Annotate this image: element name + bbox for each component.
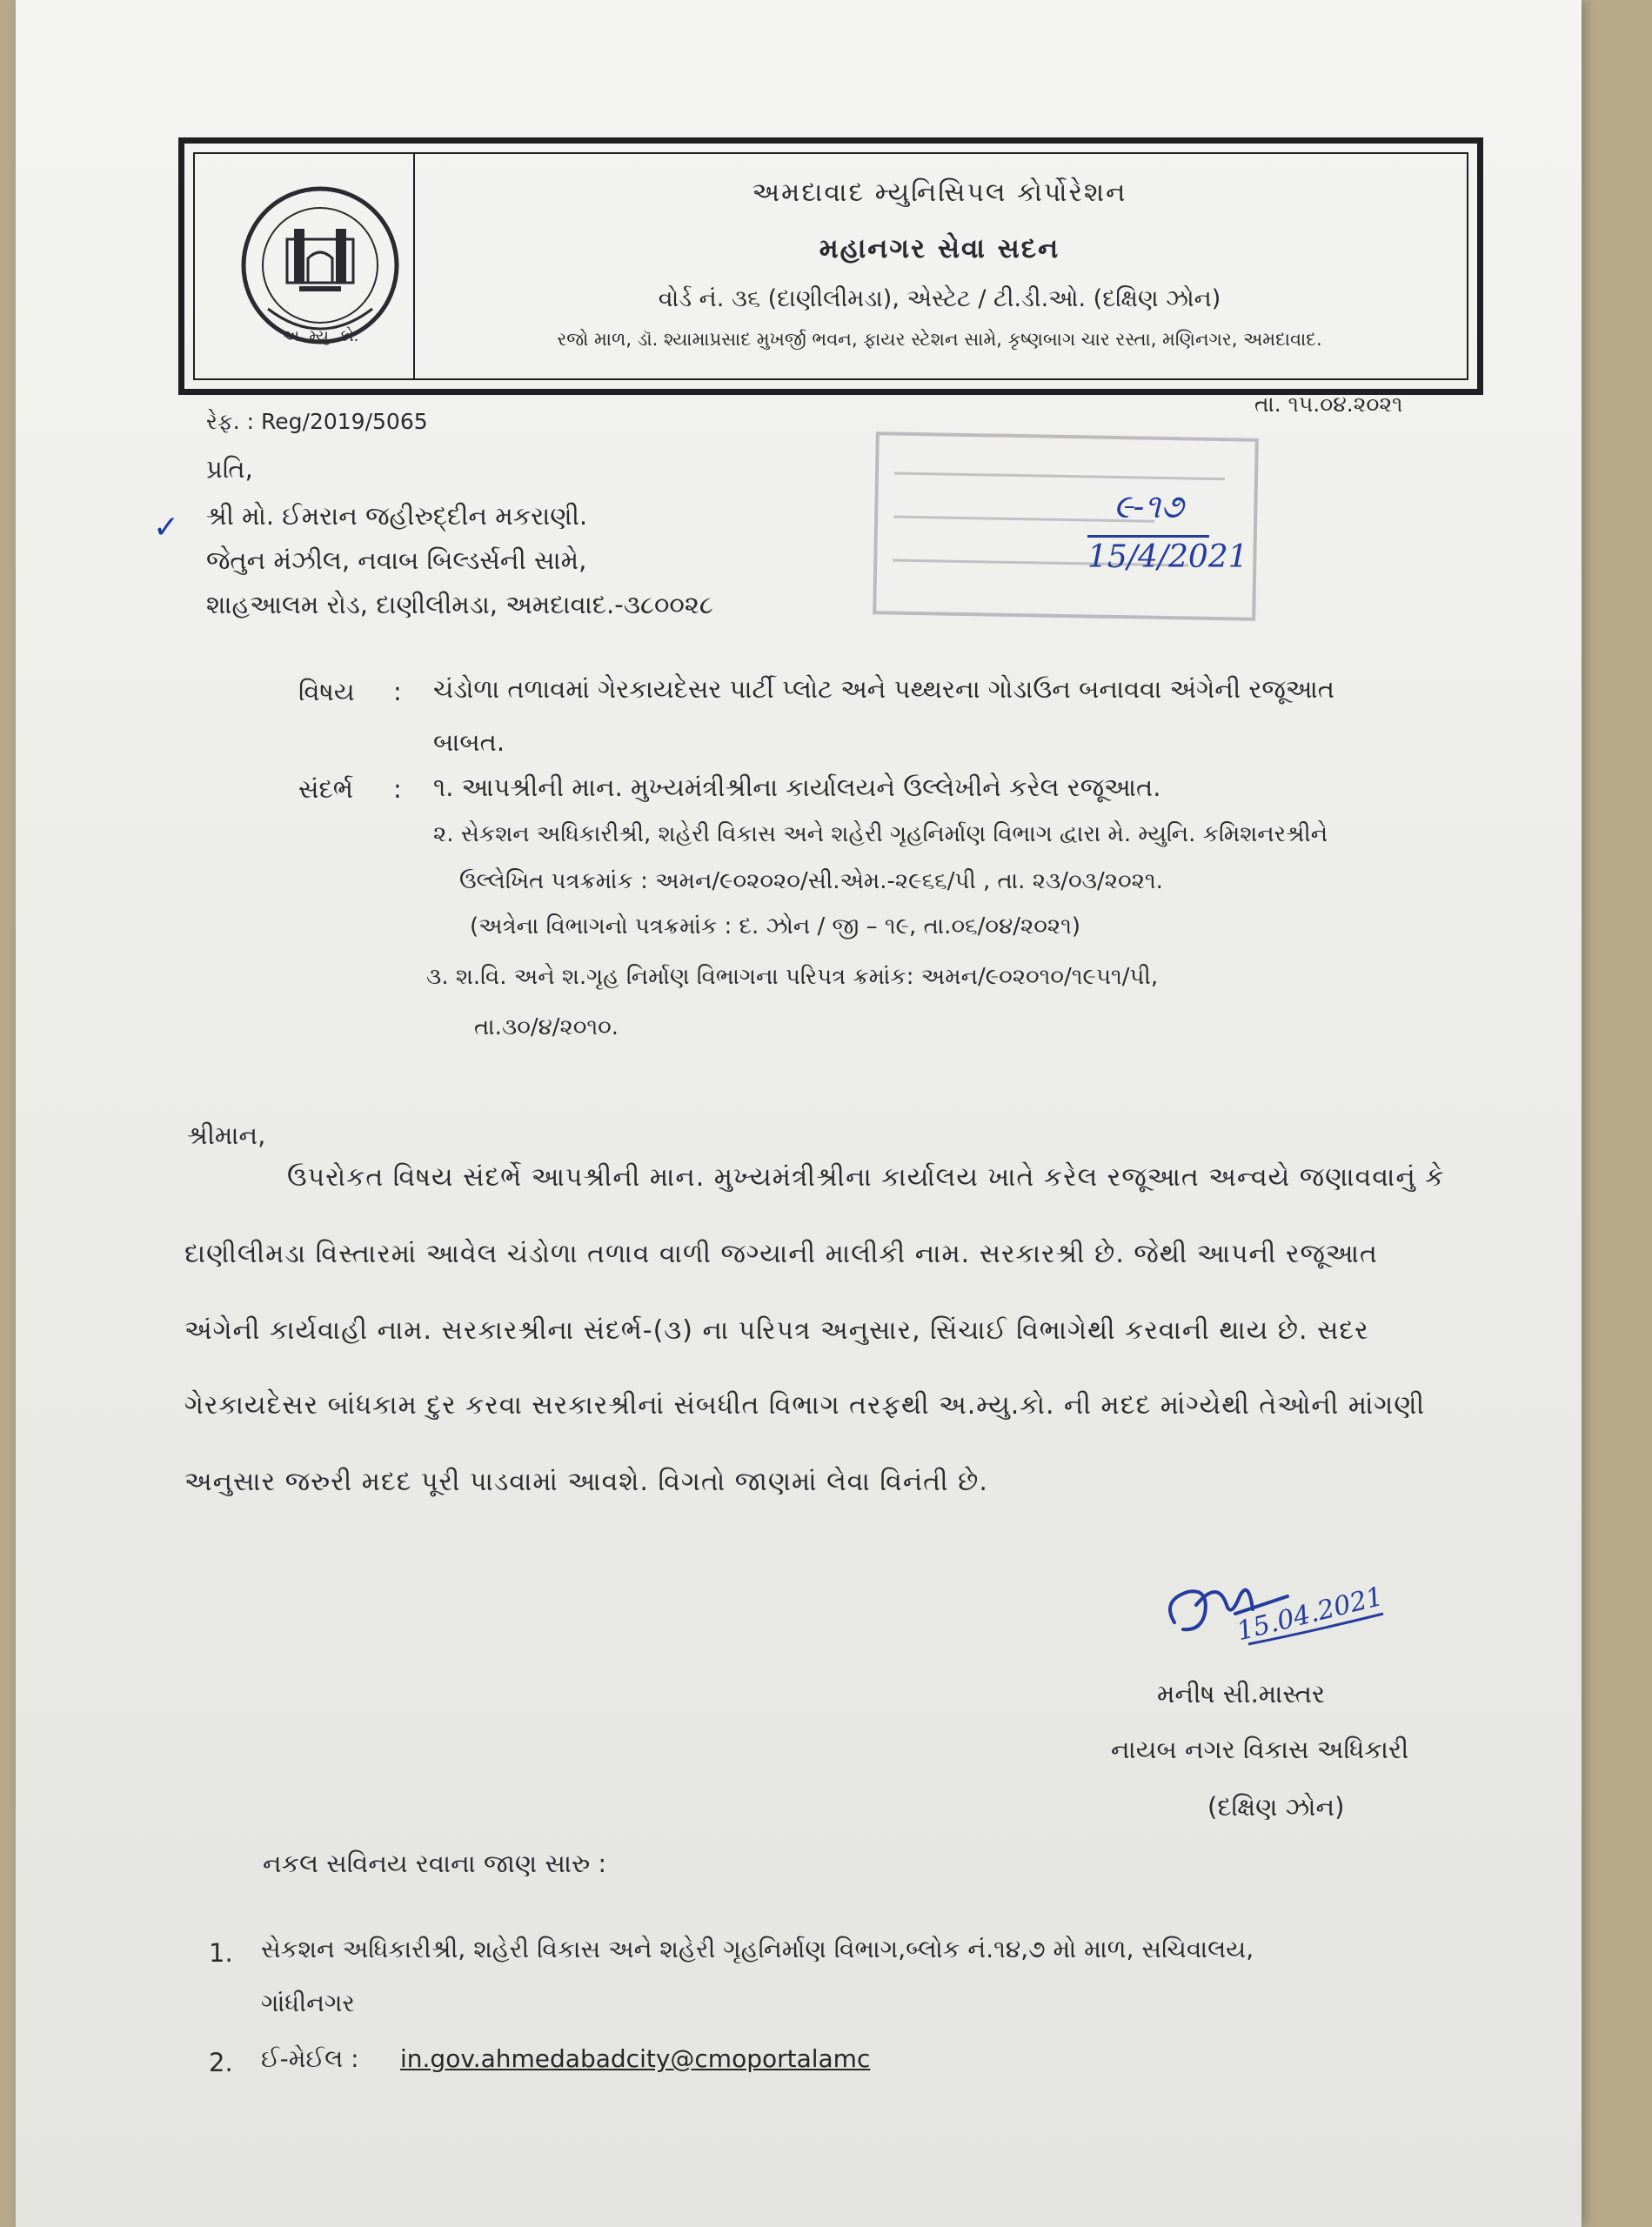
- reference-item-2-line1: ૨. સેકશન અધિકારીશ્રી, શહેરી વિકાસ અને શહેરી ગૃહનિર્માણ વિભાગ દ્વારા મે. મ્યુનિ. કમિશનરશ્રીને: [433, 821, 1328, 847]
- body-line-1: ઉપરોકત વિષય સંદર્ભે આપશ્રીની માન. મુખ્યમંત્રીશ્રીના કાર્યાલય ખાતે કરેલ રજૂઆત અન્વયે જણાવવાનું કે: [287, 1162, 1445, 1193]
- seal-caption: અ. મ્યુ. કો.: [283, 327, 359, 345]
- reference-item-3-line1: ૩. શ.વિ. અને શ.ગૃહ નિર્માણ વિભાગના પરિપત્ર ક્રમાંક: અમન/૯૦૨૦૧૦/૧૯૫૧/પી,: [426, 964, 1159, 990]
- inward-number: ૯-૧૭: [1114, 487, 1184, 525]
- inward-stamp: [873, 431, 1259, 621]
- reference-label: સંદર્ભ: [298, 774, 353, 804]
- recipient-name: શ્રી મો. ઈમરાન જહીરુદ્દીન મકરાણી.: [206, 501, 588, 531]
- email-link[interactable]: in.gov.ahmedabadcity@cmoportalamc: [400, 2044, 871, 2073]
- reference-item-3-line2: તા.૩૦/૪/૨૦૧૦.: [474, 1014, 619, 1040]
- reference-item-2-line3: (અત્રેના વિભાગનો પત્રક્રમાંક : દ. ઝોન / જી – ૧૯, તા.૦૬/૦૪/૨૦૨૧): [470, 913, 1081, 940]
- checkmark-icon: ✓: [153, 510, 180, 545]
- amc-seal-logo: [233, 178, 407, 352]
- inward-date: 15/4/2021: [1087, 539, 1248, 575]
- subject-line2: બાબત.: [433, 727, 505, 757]
- salutation: શ્રીમાન,: [187, 1120, 266, 1150]
- reference-number: રેફ. : Reg/2019/5065: [206, 409, 428, 434]
- stamp-underline: [1087, 535, 1209, 538]
- signatory-zone: (દક્ષિણ ઝોન): [1207, 1792, 1345, 1822]
- prati-label: પ્રતિ,: [206, 454, 253, 484]
- reference-item-2-line2: ઉલ્લેખિત પત્રક્રમાંક : અમન/૯૦૨૦૨૦/સી.એમ.-૨૯૬૬/પી , તા. ૨૩/૦૩/૨૦૨૧.: [459, 868, 1163, 894]
- recipient-address-line1: જેતુન મંઝીલ, નવાબ બિલ્ડર્સની સામે,: [206, 545, 587, 575]
- reference-colon: :: [393, 774, 402, 804]
- org-name: અમદાવાદ મ્યુનિસિપલ કોર્પોરેશન: [752, 177, 1127, 208]
- subject-colon: :: [393, 677, 402, 706]
- subject-line1: ચંડોળા તળાવમાં ગેરકાયદેસર પાર્ટી પ્લોટ અને પથ્થરના ગોડાઉન બનાવવા અંગેની રજૂઆત: [433, 674, 1334, 704]
- signatory-name: મનીષ સી.માસ્તર: [1157, 1679, 1325, 1709]
- subject-label: વિષય: [298, 677, 355, 706]
- body-line-3: અંગેની કાર્યવાહી નામ. સરકારશ્રીના સંદર્ભ-(૩) ના પરિપત્ર અનુસાર, સિંચાઈ વિભાગેથી કરવાની થાય છે. સદર: [184, 1315, 1369, 1346]
- copy-item-1-line2: ગાંધીનગર: [261, 1989, 355, 2017]
- office-address: રજો માળ, ડૉ. શ્યામાપ્રસાદ મુખર્જી ભવન, ફાયર સ્ટેશન સામે, કૃષ્ણબાગ ચાર રસ્તા, મણિનગર, અમદાવાદ.: [557, 329, 1322, 350]
- copy-item-1-number: 1.: [209, 1938, 233, 1968]
- copy-item-1-line1: સેકશન અધિકારીશ્રી, શહેરી વિકાસ અને શહેરી ગૃહનિર્માણ વિભાગ,બ્લોક નં.૧૪,૭ મો માળ, સચિવાલય,: [261, 1935, 1254, 1963]
- body-line-2: દાણીલીમડા વિસ્તારમાં આવેલ ચંડોળા તળાવ વાળી જગ્યાની માલીકી નામ. સરકારશ્રી છે. જેથી આપની રજૂઆત: [184, 1239, 1378, 1269]
- reference-item-1: ૧. આપશ્રીની માન. મુખ્યમંત્રીશ્રીના કાર્યાલયને ઉલ્લેખીને કરેલ રજૂઆત.: [433, 772, 1161, 802]
- body-line-5: અનુસાર જરુરી મદદ પૂરી પાડવામાં આવશે. વિગતો જાણમાં લેવા વિનંતી છે.: [184, 1467, 988, 1497]
- letter-date: તા. ૧૫.૦૪.૨૦૨૧: [1254, 391, 1403, 417]
- email-label: ઈ-મેઈલ :: [261, 2044, 359, 2073]
- ward-line: વોર્ડ નં. ૩૬ (દાણીલીમડા), એસ્ટેટ / ટી.ડી.ઓ. (દક્ષિણ ઝોન): [658, 285, 1221, 312]
- letterhead-divider: [413, 152, 415, 380]
- copy-heading: નકલ સવિનય રવાના જાણ સારુ :: [263, 1849, 607, 1878]
- body-line-4: ગેરકાયદેસર બાંધકામ દુર કરવા સરકારશ્રીનાં સંબધીત વિભાગ તરફથી અ.મ્યુ.કો. ની મદદ માંગ્યેથી તેઓની માંગણી: [184, 1390, 1426, 1421]
- recipient-address-line2: શાહઆલમ રોડ, દાણીલીમડા, અમદાવાદ.-૩૮૦૦૨૮: [206, 590, 713, 619]
- signature-date: 15.04.2021: [1234, 1581, 1387, 1648]
- signatory-designation: નાયબ નગર વિકાસ અધિકારી: [1111, 1735, 1409, 1764]
- building-name: મહાનગર સેવા સદન: [819, 233, 1060, 264]
- copy-item-2-number: 2.: [209, 2048, 233, 2077]
